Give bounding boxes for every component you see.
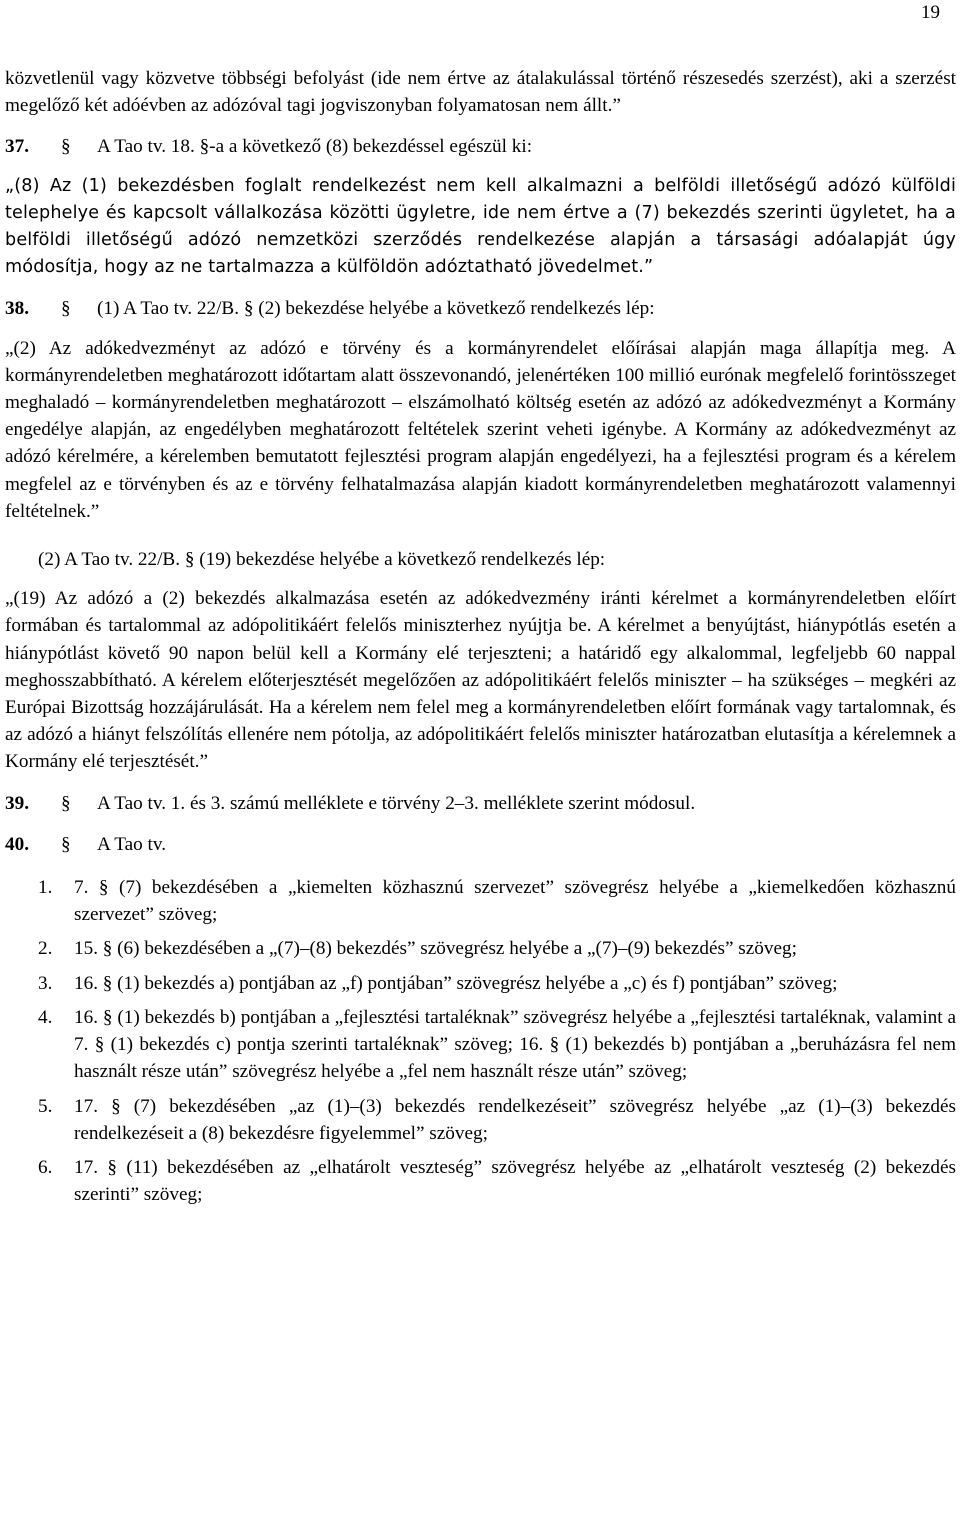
- list-item-number: 5.: [38, 1095, 53, 1117]
- list-item-text: 16. § (1) bekezdés a) pontjában az „f) pontjában” szövegrész helyébe a „c) és f) pontjában” szöveg;: [74, 972, 838, 994]
- section-38-heading: [5, 295, 956, 322]
- list-item: [5, 1004, 956, 1086]
- list-item-text: 7. § (7) bekezdésében a „kiemelten közhasznú szervezet” szövegrész helyébe a „kiemelkedően közhasznú szervezet” szöveg;: [74, 877, 956, 926]
- section-number: 37.: [5, 136, 29, 158]
- section-text: A Tao tv. 1. és 3. számú melléklete e törvény 2–3. melléklete szerint módosul.: [97, 792, 696, 814]
- list-item: [5, 970, 956, 997]
- list-item-number: 3.: [38, 972, 53, 994]
- document-body: [5, 65, 956, 1208]
- section-38-quote-2: „(19) Az adózó a (2) bekezdés alkalmazása esetén az adókedvezmény iránti kérelmet a kormányrendeletben előírt formában és tartalommal az adópolitikáért felelős miniszterhez nyújtja be. A kérelmet a benyújtást, hiánypótlás esetén a hiánypótlást követő 90 napon belül kell a Kormány elé terjeszteni; a határidő egy alkalommal, legfeljebb 60 nappal meghosszabbítható. A kérelem előterjesztését megelőzően az adópolitikáért felelős miniszter – ha szükséges – megkéri az Európai Bizottság hozzájárulását. Ha a kérelem nem felel meg a kormányrendeletben előírt formának vagy tartalomnak, és az adózó a hiányt felszólítás ellenére nem pótolja, az adópolitikáért felelős miniszter határozatban elutasítja a kérelemnek a Kormány elé terjesztését.”: [5, 588, 956, 773]
- section-sign: §: [61, 833, 71, 855]
- list-item-number: 1.: [38, 877, 53, 899]
- section-39-heading: [5, 790, 956, 817]
- list-item-number: 2.: [38, 938, 53, 960]
- list-item: [5, 1093, 956, 1147]
- list-item-text: 17. § (7) bekezdésében „az (1)–(3) bekezdés rendelkezéseit” szövegrész helyébe „az (1)–(3) bekezdés rendelkezéseit a (8) bekezdésre figyelemmel” szöveg;: [74, 1095, 956, 1144]
- section-text: A Tao tv. 18. §-a a következő (8) bekezdéssel egészül ki:: [97, 136, 533, 158]
- section-number: 40.: [5, 833, 29, 855]
- intro-paragraph: közvetlenül vagy közvetve többségi befolyást (ide nem értve az átalakulással történő részesedés szerzést), aki a szerzést megelőző két adóévben az adózóval tagi jogviszonyban folyamatosan nem állt.”: [5, 68, 956, 117]
- section-37-heading: [5, 133, 956, 160]
- section-38-subsection-2: (2) A Tao tv. 22/B. § (19) bekezdése helyébe a következő rendelkezés lép:: [38, 549, 606, 571]
- section-number: 39.: [5, 792, 29, 814]
- page-number: 19: [921, 2, 940, 23]
- section-40-heading: [5, 831, 956, 858]
- list-item: [5, 874, 956, 928]
- list-item: [5, 1154, 956, 1208]
- list-item-text: 17. § (11) bekezdésében az „elhatárolt veszteség” szövegrész helyébe az „elhatárolt veszteség (2) bekezdés szerinti” szöveg;: [74, 1156, 956, 1206]
- section-number: 38.: [5, 298, 29, 320]
- section-sign: §: [61, 298, 71, 320]
- section-38-quote-1: „(2) Az adókedvezményt az adózó e törvény és a kormányrendelet előírásai alapján maga állapítja meg. A kormányrendeletben meghatározott időtartam alatt összevonandó, jelenértéken 100 millió eurónak megfelelő forintösszeget meghaladó – kormányrendeletben meghatározott – elszámolható költség esetén az adózó az adókedvezményt a Kormány engedélye alapján, az engedélyben meghatározott feltételek szerint veheti igénybe. A Kormány az adókedvezményt az adózó kérelmére, a kérelemben bemutatott fejlesztési program alapján engedélyezi, ha a fejlesztési program és a kérelem megfelel az e törvényben és az e törvény felhatalmazása alapján kiadott kormányrendeletben meghatározott valamennyi feltételnek.”: [5, 337, 956, 522]
- list-item-number: 6.: [38, 1156, 53, 1178]
- list-item: [5, 935, 956, 962]
- section-text: (1) A Tao tv. 22/B. § (2) bekezdése helyébe a következő rendelkezés lép:: [97, 298, 655, 320]
- list-item-text: 15. § (6) bekezdésében a „(7)–(8) bekezdés” szövegrész helyébe a „(7)–(9) bekezdés” szöveg;: [74, 938, 797, 960]
- list-item-number: 4.: [38, 1006, 53, 1028]
- list-item-text: 16. § (1) bekezdés b) pontjában a „fejlesztési tartaléknak” szövegrész helyébe a „fejlesztési tartaléknak, valamint a 7. § (1) bekezdés c) pontja szerinti tartaléknak” szöveg; 16. § (1) bekezdés b) pontjában a „beruházásra fel nem használt része után” szövegrész helyébe a „fel nem használt része után” szöveg;: [74, 1006, 956, 1083]
- section-sign: §: [61, 136, 71, 158]
- section-sign: §: [61, 792, 71, 814]
- section-37-quote: „(8) Az (1) bekezdésben foglalt rendelkezést nem kell alkalmazni a belföldi illetőségű adózó külföldi telephelye és kapcsolt vállalkozása közötti ügyletre, ide nem értve a (7) bekezdés szerinti ügyletet, ha a belföldi illetőségű adózó nemzetközi szerződés rendelkezése alapján a társasági adóalapját úgy módosítja, hogy az ne tartalmazza a külföldön adóztatható jövedelmet.”: [5, 175, 956, 278]
- section-text: A Tao tv.: [97, 833, 167, 855]
